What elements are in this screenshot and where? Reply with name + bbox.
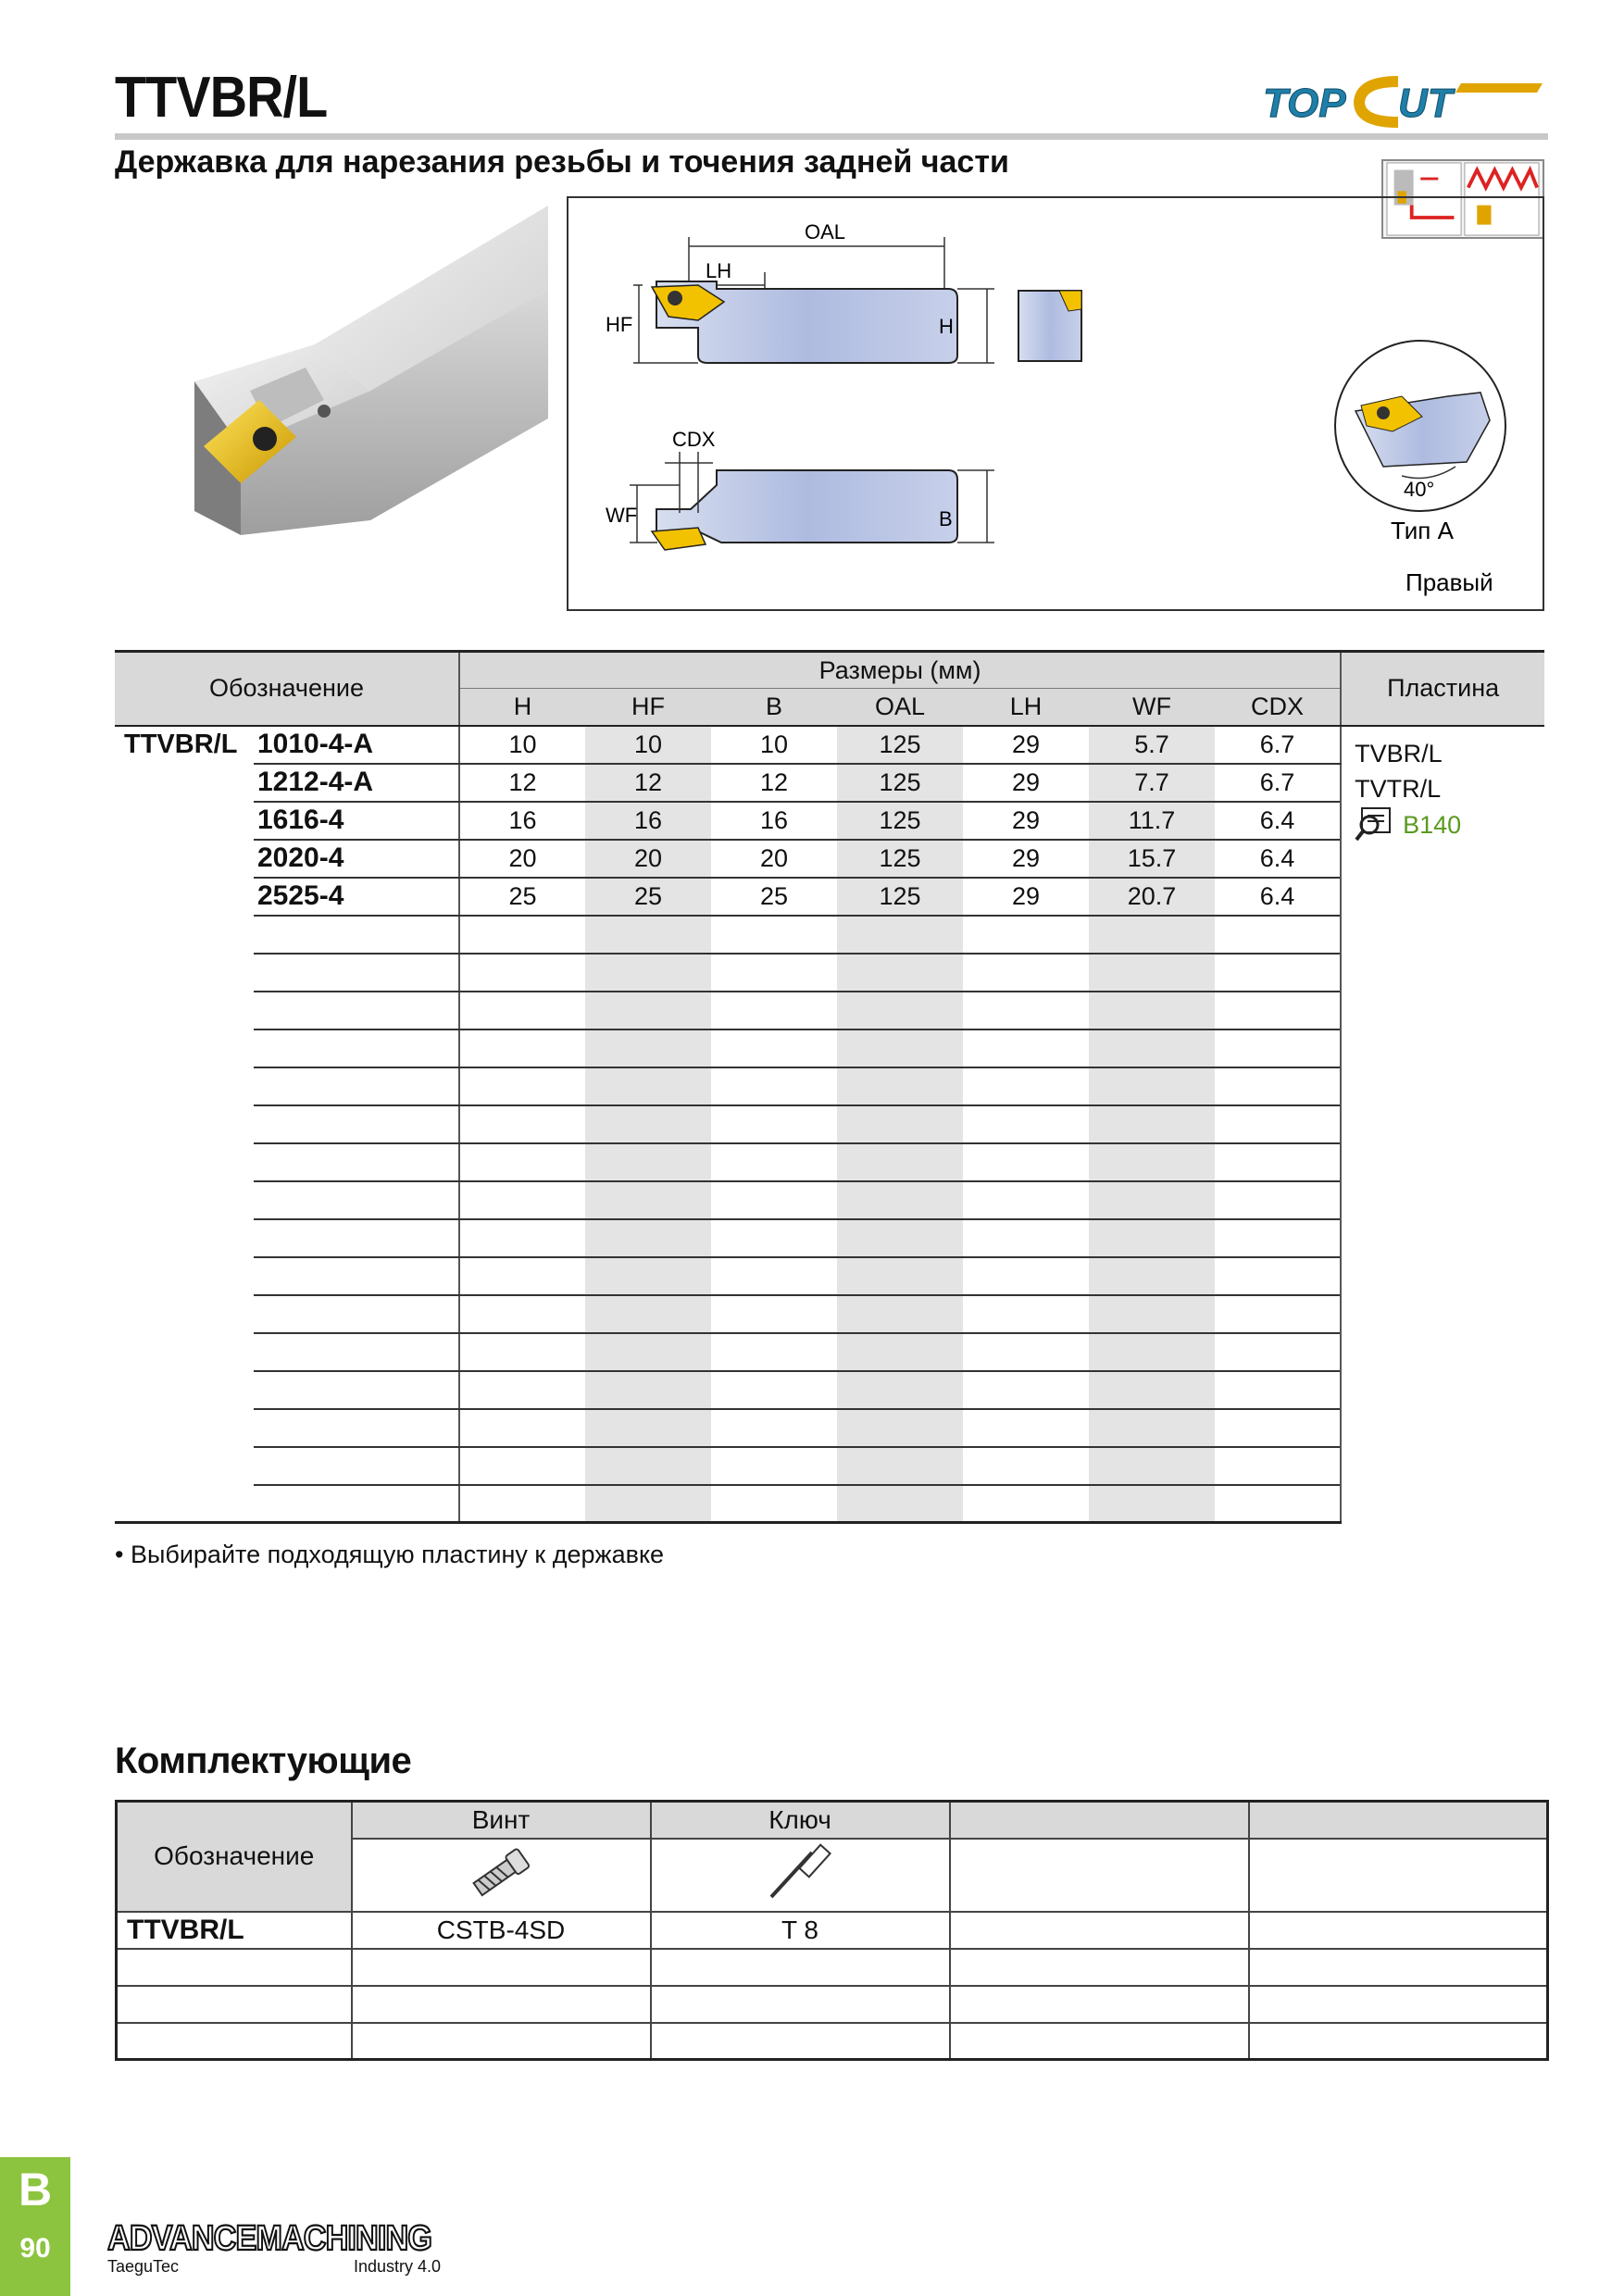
key-icon-cell bbox=[651, 1839, 950, 1912]
empty-table-row bbox=[115, 1181, 1544, 1219]
screw-icon bbox=[459, 1840, 543, 1904]
insert-page-link[interactable] bbox=[1355, 806, 1544, 843]
cell-h: 10 bbox=[459, 726, 585, 764]
insert-tvbr: TVBR/L bbox=[1355, 739, 1443, 767]
empty-table-row bbox=[115, 1257, 1544, 1295]
row-code: 1010-4-A bbox=[254, 726, 459, 764]
angle-label: 40° bbox=[1404, 478, 1435, 501]
topcut-logo bbox=[1259, 72, 1546, 130]
insert-page-ref: B140 bbox=[1403, 810, 1462, 839]
row-code: 1212-4-A bbox=[254, 764, 459, 802]
acc-designation-header: Обозначение bbox=[117, 1802, 352, 1912]
table-row bbox=[115, 802, 1544, 840]
insert-header: Пластина bbox=[1341, 652, 1544, 726]
cell-oal: 125 bbox=[837, 726, 963, 764]
col-wf-header: WF bbox=[1089, 689, 1215, 726]
hf-label: HF bbox=[606, 313, 633, 336]
screw-icon-cell bbox=[352, 1839, 651, 1912]
cell-oal: 125 bbox=[837, 878, 963, 916]
torx-key-icon bbox=[758, 1840, 842, 1904]
col-cdx-header: CDX bbox=[1215, 689, 1341, 726]
table-row bbox=[115, 726, 1544, 764]
product-photo bbox=[185, 206, 548, 535]
cell-cdx: 6.7 bbox=[1215, 764, 1341, 802]
page-subtitle: Державка для нарезания резьбы и точения задней части bbox=[115, 144, 1009, 180]
cell-hf: 10 bbox=[585, 726, 711, 764]
b-label: B bbox=[939, 507, 953, 530]
empty-table-row bbox=[115, 1447, 1544, 1485]
empty-table-row bbox=[115, 1371, 1544, 1409]
cell-h: 20 bbox=[459, 840, 585, 878]
cell-h: 25 bbox=[459, 878, 585, 916]
cell-oal: 125 bbox=[837, 840, 963, 878]
brand-left: TaeguTec bbox=[107, 2257, 180, 2276]
cdx-label: CDX bbox=[672, 428, 716, 451]
cell-lh: 29 bbox=[963, 878, 1089, 916]
row-code: 2020-4 bbox=[254, 840, 459, 878]
cell-wf: 7.7 bbox=[1089, 764, 1215, 802]
oal-label: OAL bbox=[805, 220, 846, 243]
cell-hf: 25 bbox=[585, 878, 711, 916]
cell-b: 25 bbox=[711, 878, 837, 916]
empty-table-row bbox=[115, 1105, 1544, 1143]
wf-label: WF bbox=[606, 504, 638, 527]
header-rule bbox=[115, 133, 1548, 140]
cell-hf: 20 bbox=[585, 840, 711, 878]
section-letter: B bbox=[18, 2164, 53, 2215]
svg-text:TOP: TOP bbox=[1263, 81, 1346, 126]
dimensions-table bbox=[115, 650, 1544, 1524]
designation-header: Обозначение bbox=[115, 652, 459, 726]
empty-table-row bbox=[115, 1029, 1544, 1067]
cell-h: 16 bbox=[459, 802, 585, 840]
table-row bbox=[115, 764, 1544, 802]
svg-text:UT: UT bbox=[1398, 81, 1453, 126]
empty-table-row bbox=[115, 1219, 1544, 1257]
cell-wf: 11.7 bbox=[1089, 802, 1215, 840]
cell-b: 12 bbox=[711, 764, 837, 802]
cell-b: 10 bbox=[711, 726, 837, 764]
key-code: T 8 bbox=[651, 1912, 950, 1949]
empty-table-row bbox=[115, 992, 1544, 1029]
brand-text: ADVANCEMACHINING bbox=[107, 2219, 431, 2258]
empty-table-row bbox=[115, 1067, 1544, 1105]
acc-row-label: TTVBR/L bbox=[117, 1912, 352, 1949]
cell-oal: 125 bbox=[837, 802, 963, 840]
lh-label: LH bbox=[706, 259, 732, 282]
col-hf-header: HF bbox=[585, 689, 711, 726]
cell-wf: 20.7 bbox=[1089, 878, 1215, 916]
cell-hf: 12 bbox=[585, 764, 711, 802]
cell-wf: 5.7 bbox=[1089, 726, 1215, 764]
type-label: Тип A bbox=[1391, 517, 1454, 544]
empty-table-row bbox=[115, 1485, 1544, 1523]
cell-cdx: 6.4 bbox=[1215, 802, 1341, 840]
col-b-header: B bbox=[711, 689, 837, 726]
empty-table-row bbox=[115, 954, 1544, 992]
technical-drawing-box bbox=[567, 196, 1544, 611]
col-oal-header: OAL bbox=[837, 689, 963, 726]
row-code: 1616-4 bbox=[254, 802, 459, 840]
hand-label: Правый bbox=[1405, 568, 1493, 596]
cell-cdx: 6.4 bbox=[1215, 840, 1341, 878]
cell-lh: 29 bbox=[963, 726, 1089, 764]
page-title: TTVBR/L bbox=[115, 66, 328, 130]
cell-cdx: 6.4 bbox=[1215, 878, 1341, 916]
empty-table-row bbox=[115, 916, 1544, 954]
brand-right: Industry 4.0 bbox=[353, 2257, 441, 2276]
dimensions-header: Размеры (мм) bbox=[459, 652, 1341, 689]
cell-oal: 125 bbox=[837, 764, 963, 802]
empty-table-row bbox=[115, 1333, 1544, 1371]
table-row bbox=[115, 878, 1544, 916]
catalog-reference-icon bbox=[1355, 806, 1399, 843]
table-row bbox=[115, 840, 1544, 878]
section-tab bbox=[0, 2157, 70, 2296]
empty-table-row bbox=[115, 1295, 1544, 1333]
empty-table-row bbox=[115, 1143, 1544, 1181]
cell-wf: 15.7 bbox=[1089, 840, 1215, 878]
series-label: TTVBR/L bbox=[124, 730, 238, 759]
page-number: 90 bbox=[19, 2233, 51, 2264]
cell-lh: 29 bbox=[963, 764, 1089, 802]
screw-header: Винт bbox=[352, 1802, 651, 1839]
accessories-table bbox=[115, 1800, 1549, 2061]
key-header: Ключ bbox=[651, 1802, 950, 1839]
selection-note: • Выбирайте подходящую пластину к державке bbox=[115, 1541, 665, 1568]
col-lh-header: LH bbox=[963, 689, 1089, 726]
col-h-header: H bbox=[459, 689, 585, 726]
brand-subline bbox=[107, 2257, 441, 2277]
insert-cell bbox=[1341, 726, 1544, 1523]
cell-hf: 16 bbox=[585, 802, 711, 840]
technical-drawing bbox=[568, 198, 1543, 609]
h-label: H bbox=[939, 315, 954, 338]
cell-lh: 29 bbox=[963, 802, 1089, 840]
cell-h: 12 bbox=[459, 764, 585, 802]
cell-b: 16 bbox=[711, 802, 837, 840]
cell-cdx: 6.7 bbox=[1215, 726, 1341, 764]
screw-code: CSTB-4SD bbox=[352, 1912, 651, 1949]
insert-tvtr: TVTR/L bbox=[1355, 774, 1442, 803]
empty-table-row bbox=[115, 1409, 1544, 1447]
cell-b: 20 bbox=[711, 840, 837, 878]
cell-lh: 29 bbox=[963, 840, 1089, 878]
accessories-title: Комплектующие bbox=[115, 1741, 412, 1781]
row-code: 2525-4 bbox=[254, 878, 459, 916]
